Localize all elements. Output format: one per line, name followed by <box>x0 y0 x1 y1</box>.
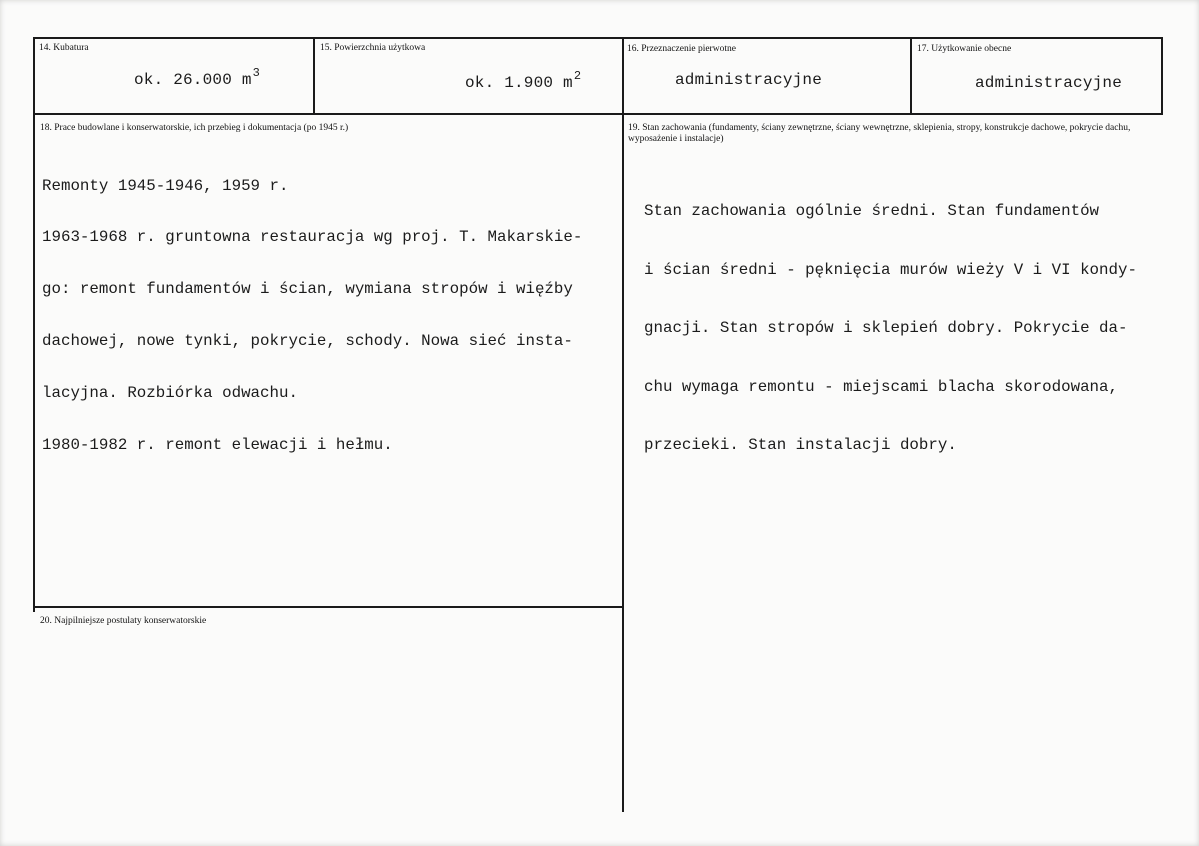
field-17-label: 17. Użytkowanie obecne <box>917 44 1012 54</box>
field-19-line: i ścian średni - pęknięcia murów wieży V i VI kondy- <box>644 260 1137 279</box>
field-18-line: 1963-1968 r. gruntowna restauracja wg proj. T. Makarskie- <box>42 228 583 247</box>
divider-14-15 <box>313 37 315 115</box>
field-15-value-superscript: 2 <box>573 69 582 83</box>
field-18-label: 18. Prace budowlane i konserwatorskie, ich przebieg i dokumentacja (po 1945 r.) <box>40 123 349 133</box>
field-14-label: 14. Kubatura <box>39 43 89 53</box>
field-15-value-text: ok. 1.900 m <box>465 74 573 92</box>
field-14-value <box>134 66 260 89</box>
section-18-bottom-line <box>33 606 624 608</box>
left-border-line <box>33 37 35 612</box>
divider-15-16 <box>622 37 624 812</box>
field-19-text <box>644 163 1137 495</box>
right-border-line <box>1161 37 1163 115</box>
field-19-line: Stan zachowania ogólnie średni. Stan fundamentów <box>644 202 1100 220</box>
top-border-line <box>33 37 1163 39</box>
field-18-line: Remonty 1945-1946, 1959 r. <box>42 176 289 195</box>
field-18-line: 1980-1982 r. remont elewacji i hełmu. <box>42 436 393 455</box>
divider-16-17 <box>910 37 912 115</box>
field-20-label: 20. Najpilniejsze postulaty konserwatorskie <box>40 616 207 626</box>
field-19-line: gnacji. Stan stropów i sklepień dobry. Pokrycie da- <box>644 319 1128 337</box>
field-17-value: administracyjne <box>975 74 1123 92</box>
field-18-line: dachowej, nowe tynki, pokrycie, schody. Nowa sieć insta- <box>42 332 573 351</box>
field-16-label: 16. Przeznaczenie pierwotne <box>627 44 736 54</box>
field-19-line: chu wymaga remontu - miejscami blacha skorodowana, <box>644 377 1118 396</box>
field-19-line: przecieki. Stan instalacji dobry. <box>644 436 957 454</box>
field-19-label: 19. Stan zachowania (fundamenty, ściany zewnętrzne, ściany wewnętrzne, sklepienia, stropy, konstrukcje dachowe, pokrycie dachu, wyposażenie i instalacje) <box>628 123 1131 144</box>
field-18-text <box>42 143 582 489</box>
field-14-value-text: ok. 26.000 m <box>134 71 252 89</box>
field-15-label: 15. Powierzchnia użytkowa <box>320 43 426 53</box>
field-14-value-superscript: 3 <box>252 66 261 80</box>
field-18-line: go: remont fundamentów i ścian, wymiana stropów i więźby <box>42 280 573 299</box>
field-15-value <box>465 69 581 92</box>
field-16-value: administracyjne <box>675 71 823 89</box>
field-18-line: lacyjna. Rozbiórka odwachu. <box>42 384 298 403</box>
header-row-bottom-line <box>33 113 1163 115</box>
